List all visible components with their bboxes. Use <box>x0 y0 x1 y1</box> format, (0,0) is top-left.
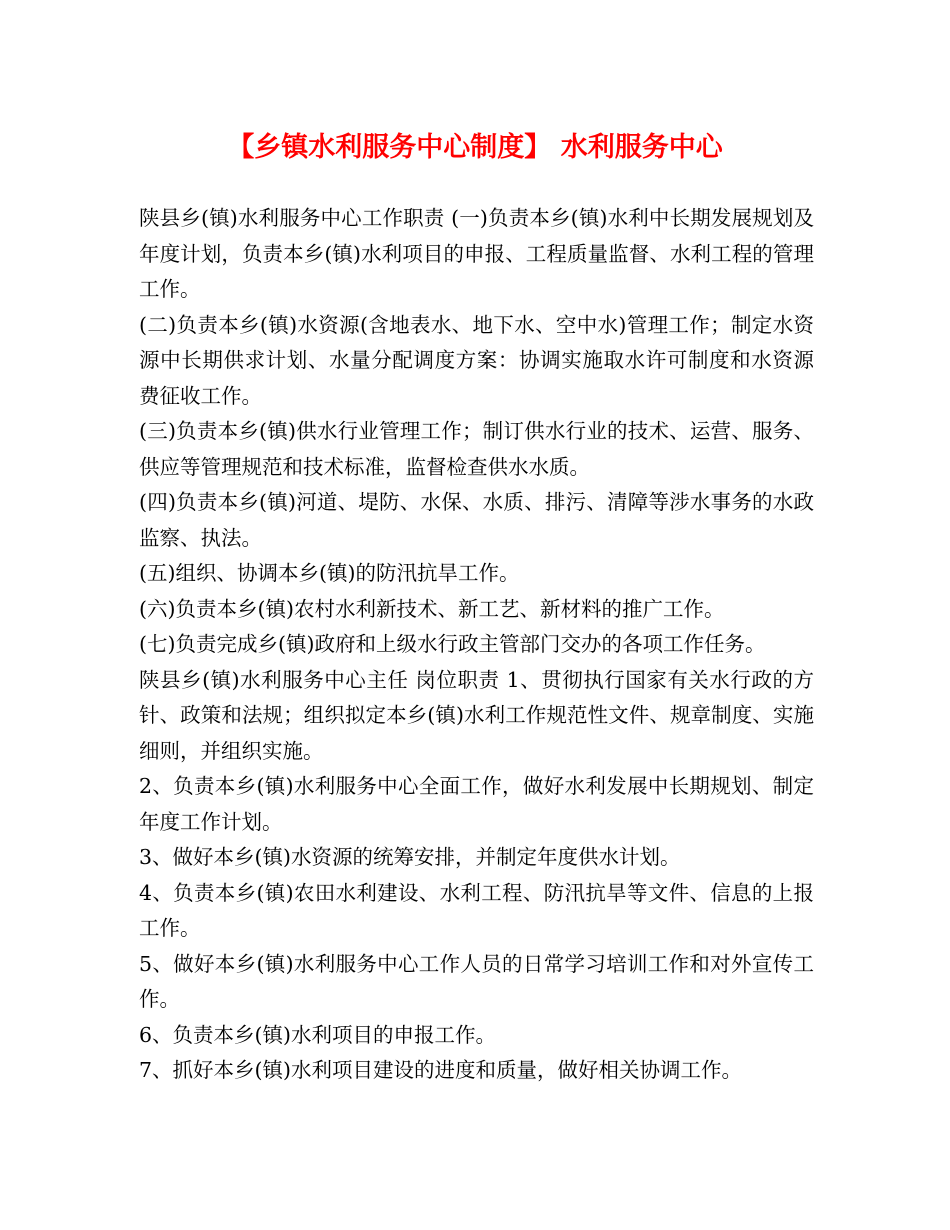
paragraph-director-intro: 陕县乡(镇)水利服务中心主任 岗位职责 1、贯彻执行国家有关水行政的方针、政策和法规；组织拟定本乡(镇)水利工作规范性文件、规章制度、实施细则，并组织实施。 <box>139 667 814 763</box>
paragraph-director-5: 5、做好本乡(镇)水利服务中心工作人员的日常学习培训工作和对外宣传工作。 <box>139 951 814 1011</box>
paragraph-director-6: 6、负责本乡(镇)水利项目的申报工作。 <box>139 1022 497 1047</box>
paragraph-director-7: 7、抓好本乡(镇)水利项目建设的进度和质量，做好相关协调工作。 <box>139 1058 743 1082</box>
paragraph-duty-6: (六)负责本乡(镇)农村水利新技术、新工艺、新材料的推广工作。 <box>139 596 725 621</box>
paragraph-duty-5: (五)组织、协调本乡(镇)的防汛抗旱工作。 <box>139 561 520 585</box>
paragraph-duty-4: (四)负责本乡(镇)河道、堤防、水保、水质、排污、清障等涉水事务的水政监察、执法。 <box>139 490 814 550</box>
document-title: 【乡镇水利服务中心制度】 水利服务中心 <box>227 132 723 163</box>
paragraph-duty-3: (三)负责本乡(镇)供水行业管理工作；制订供水行业的技术、运营、服务、供应等管理规范和技术标准，监督检查供水水质。 <box>139 419 814 479</box>
paragraph-duty-2: (二)负责本乡(镇)水资源(含地表水、地下水、空中水)管理工作；制定水资源中长期供求计划、水量分配调度方案：协调实施取水许可制度和水资源费征收工作。 <box>139 312 814 408</box>
paragraph-duty-7: (七)负责完成乡(镇)政府和上级水行政主管部门交办的各项工作任务。 <box>139 632 766 656</box>
paragraph-director-4: 4、负责本乡(镇)农田水利建设、水利工程、防汛抗旱等文件、信息的上报工作。 <box>139 880 814 940</box>
paragraph-duties-intro: 陕县乡(镇)水利服务中心工作职责 (一)负责本乡(镇)水利中长期发展规划及年度计划，负责本乡(镇)水利项目的申报、工程质量监督、水利工程的管理工作。 <box>139 206 814 301</box>
paragraph-director-3: 3、做好本乡(镇)水资源的统筹安排，并制定年度供水计划。 <box>139 845 681 869</box>
document-body <box>139 201 814 1089</box>
paragraph-director-2: 2、负责本乡(镇)水利服务中心全面工作，做好水利发展中长期规划、制定年度工作计划。 <box>139 774 814 834</box>
